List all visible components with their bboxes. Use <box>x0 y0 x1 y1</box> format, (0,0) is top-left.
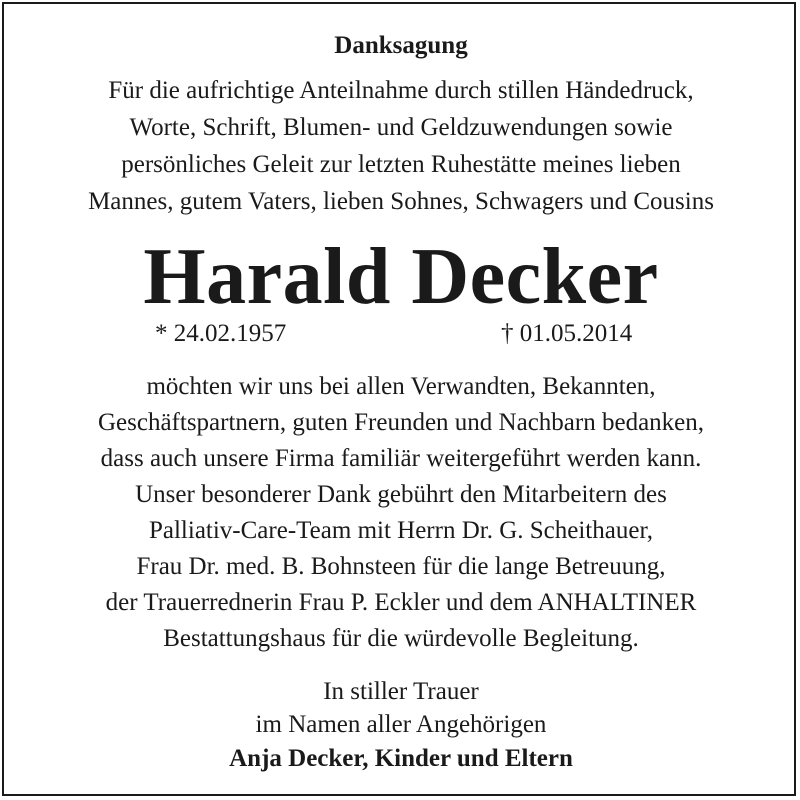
body-line: Frau Dr. med. B. Bohnsteen für die lange Betreuung, <box>136 553 666 580</box>
body-line: möchten wir uns bei allen Verwandten, Bekannten, <box>146 373 656 400</box>
death-date: † 01.05.2014 <box>501 320 633 347</box>
intro-line: Mannes, gutem Vaters, lieben Sohnes, Schwagers und Cousins <box>88 188 714 215</box>
intro-line: Worte, Schrift, Blumen- und Geldzuwendungen sowie <box>129 114 673 141</box>
body-line: der Trauerrednerin Frau P. Eckler und dem ANHALTINER <box>105 589 697 616</box>
notice-heading: Danksagung <box>334 32 468 59</box>
deceased-name: Harald Decker <box>143 233 659 321</box>
body-line: Bestattungshaus für die würdevolle Begleitung. <box>163 625 639 652</box>
signature: Anja Decker, Kinder und Eltern <box>229 745 573 772</box>
notice-border <box>2 2 796 796</box>
body-line: Palliativ-Care-Team mit Herrn Dr. G. Scheithauer, <box>148 517 654 544</box>
body-line: Geschäftspartnern, guten Freunden und Nachbarn bedanken, <box>97 409 705 436</box>
birth-date: * 24.02.1957 <box>155 320 287 347</box>
closing-line: In stiller Trauer <box>323 678 479 705</box>
obituary-notice <box>4 4 798 798</box>
body-line: dass auch unsere Firma familiär weitergeführt werden kann. <box>100 445 702 472</box>
body-line: Unser besonderer Dank gebührt den Mitarbeitern des <box>135 481 667 508</box>
intro-line: Für die aufrichtige Anteilnahme durch stillen Händedruck, <box>108 77 694 104</box>
closing-line: im Namen aller Angehörigen <box>255 711 547 738</box>
intro-line: persönliches Geleit zur letzten Ruhestätte meines lieben <box>121 151 681 178</box>
